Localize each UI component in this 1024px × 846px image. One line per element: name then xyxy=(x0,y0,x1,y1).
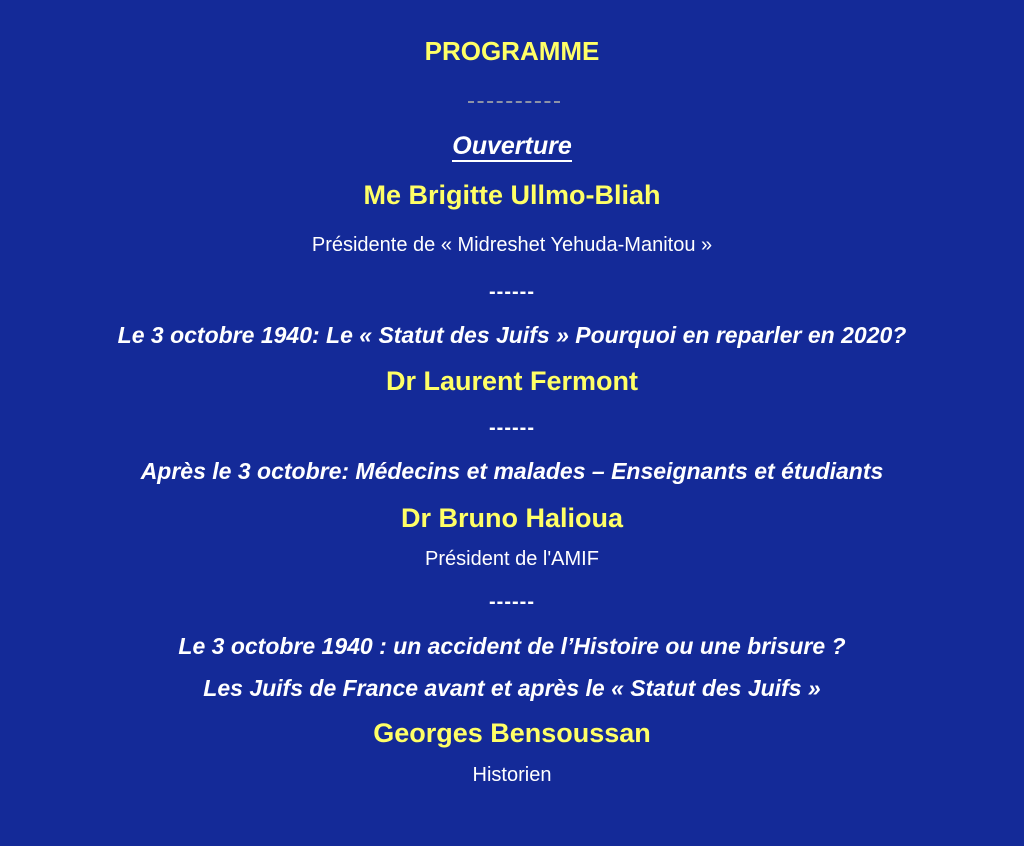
talk-2-speaker-name: Dr Bruno Halioua xyxy=(400,503,623,533)
opening-label xyxy=(0,132,1024,161)
separator-2: ------ xyxy=(489,417,535,439)
separator-1: ------ xyxy=(489,281,535,303)
talk-3-title-line-1: Le 3 octobre 1940 : un accident de l’Histoire ou une brisure ? xyxy=(178,633,846,659)
opening-label-text: Ouverture xyxy=(452,132,572,160)
opening-speaker-role: Présidente de « Midreshet Yehuda-Manitou » xyxy=(311,234,713,256)
talk-3-speaker-role: Historien xyxy=(472,764,552,786)
separator-3: ------ xyxy=(489,591,535,613)
talk-3-speaker-name: Georges Bensoussan xyxy=(373,718,651,748)
talk-3-title-line-2: Les Juifs de France avant et après le « Statut des Juifs » xyxy=(203,675,821,701)
talk-2-speaker-role: Président de l'AMIF xyxy=(425,548,599,570)
talk-1-speaker-name: Dr Laurent Fermont xyxy=(385,366,639,396)
opening-speaker-name: Me Brigitte Ullmo-Bliah xyxy=(363,180,661,210)
dashed-divider xyxy=(468,101,560,103)
programme-heading: PROGRAMME xyxy=(424,36,600,66)
talk-1-title: Le 3 octobre 1940: Le « Statut des Juifs » Pourquoi en reparler en 2020? xyxy=(117,322,907,348)
talk-2-title: Après le 3 octobre: Médecins et malades – Enseignants et étudiants xyxy=(140,458,884,484)
